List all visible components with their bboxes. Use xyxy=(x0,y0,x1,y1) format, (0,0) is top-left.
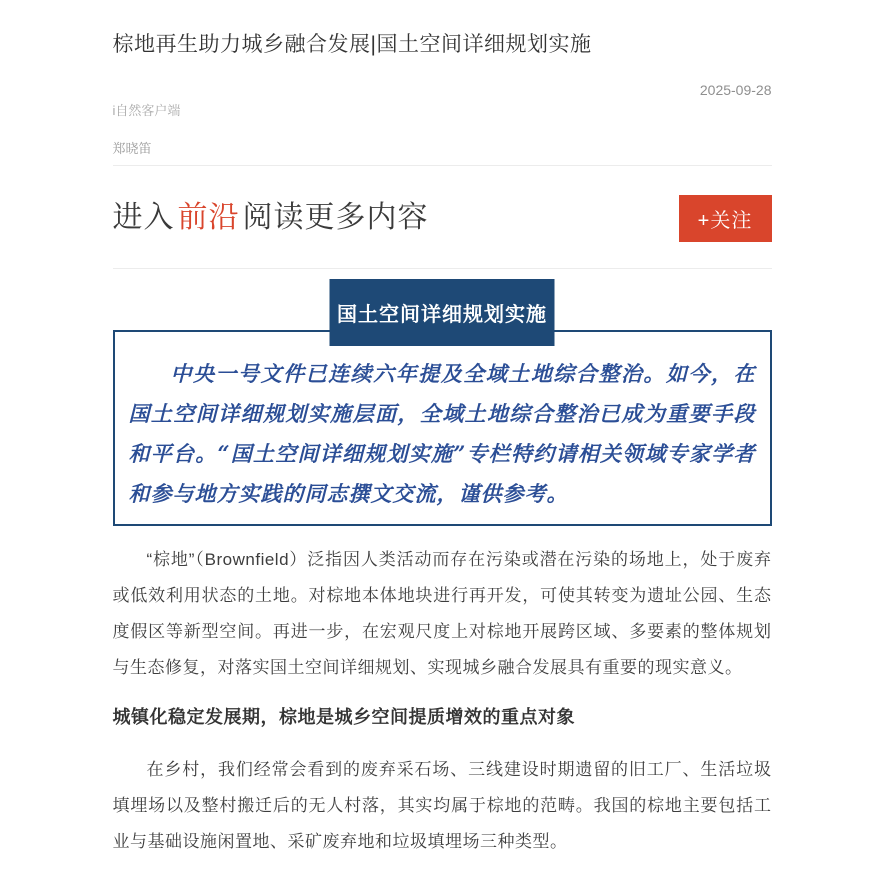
article-title: 棕地再生助力城乡融合发展|国土空间详细规划实施 xyxy=(112,33,592,56)
article-page xyxy=(113,30,772,860)
promo-prefix: 进入 xyxy=(112,201,175,234)
column-promo-bar xyxy=(113,194,772,242)
source-name: i自然客户端 xyxy=(112,103,181,118)
article-subheading-1: 城镇化稳定发展期，棕地是城乡空间提质增效的重点对象 xyxy=(112,707,575,727)
column-intro-box xyxy=(113,330,772,526)
column-intro-section xyxy=(113,304,772,526)
article-paragraph-2: 在乡村，我们经常会看到的废弃采石场、三线建设时期遗留的旧工厂、生活垃圾填埋场以及整村搬迁后的无人村落，其实均属于棕地的范畴。我国的棕地主要包括工业与基础设施闲置地、采矿废弃地和垃圾填埋场三种类型。 xyxy=(112,760,772,851)
article-paragraph-1: “棕地”（Brownfield）泛指因人类活动而存在污染或潜在污染的场地上，处于废弃或低效利用状态的土地。对棕地本体地块进行再开发，可使其转变为遗址公园、生态度假区等新型空间。再进一步，在宏观尺度上对棕地开展跨区域、多要素的整体规划与生态修复，对落实国土空间详细规划、实现城乡融合发展具有重要的现实意义。 xyxy=(112,550,772,677)
article-meta xyxy=(113,60,772,165)
column-link[interactable]: 前沿 xyxy=(177,201,240,234)
column-intro-text: 中央一号文件已连续六年提及全域土地综合整治。如今，在国土空间详细规划实施层面，全域土地综合整治已成为重要手段和平台。“国土空间详细规划实施”专栏特约请相关领域专家学者和参与地方实践的同志撰文交流，谨供参考。 xyxy=(128,361,756,506)
divider-promo xyxy=(113,268,772,269)
publish-date: 2025-09-28 xyxy=(699,82,772,98)
follow-button[interactable]: +关注 xyxy=(679,195,772,242)
promo-heading xyxy=(113,194,429,242)
promo-suffix: 阅读更多内容 xyxy=(242,201,429,234)
author-name: 郑晓笛 xyxy=(112,141,152,156)
column-badge: 国土空间详细规划实施 xyxy=(330,279,555,346)
divider-top xyxy=(113,165,772,166)
